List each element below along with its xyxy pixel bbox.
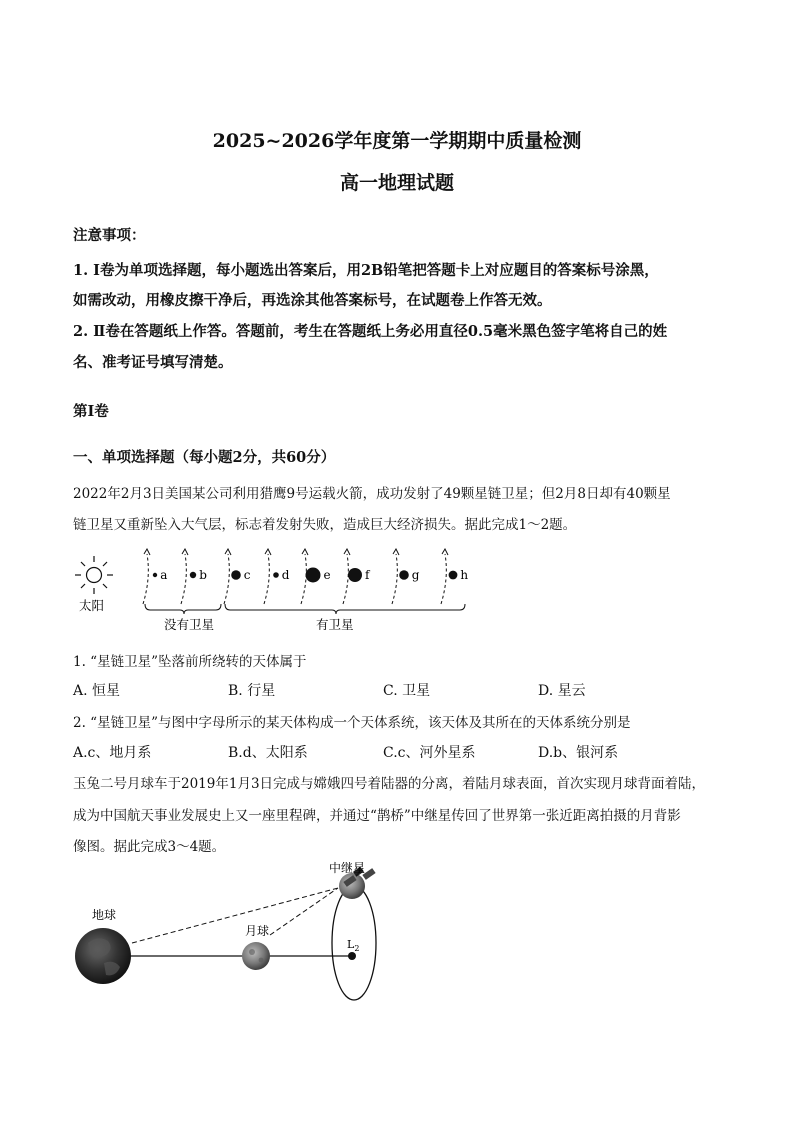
solar-system-figure bbox=[70, 548, 490, 638]
notice-item1-line2: 如需改动，用橡皮擦干净后，再选涂其他答案标号，在试题卷上作答无效。 bbox=[73, 292, 552, 309]
orbit-path bbox=[441, 554, 446, 604]
orbit-path bbox=[143, 554, 148, 604]
sun-icon bbox=[75, 556, 113, 594]
exam-title: 2025~2026学年度第一学期期中质量检测 bbox=[212, 130, 582, 152]
moon-relay-link bbox=[270, 888, 338, 935]
planet-b-label: b bbox=[199, 568, 207, 582]
planet-a-icon bbox=[153, 573, 157, 577]
orbit-path bbox=[264, 554, 269, 604]
earth-relay-link bbox=[132, 888, 338, 943]
passage2-line2: 成为中国航天事业发展史上又一座里程碑，并通过“鹊桥”中继星传回了世界第一张近距离拍摄的月背影 bbox=[73, 808, 681, 824]
planet-e-label: e bbox=[323, 568, 331, 582]
moon-icon bbox=[242, 942, 270, 970]
planet-d-icon bbox=[273, 572, 279, 578]
l2-label: $L_2$ bbox=[347, 938, 360, 953]
moon-label: 月球 bbox=[245, 924, 270, 938]
section-heading: 一、单项选择题（每小题2分，共60分） bbox=[73, 449, 336, 466]
orbit-path bbox=[343, 554, 348, 604]
earth-icon bbox=[75, 928, 131, 984]
brace-has-moon bbox=[225, 604, 465, 614]
notice-item1-line1: 1. Ⅰ卷为单项选择题，每小题选出答案后，用2B铅笔把答题卡上对应题目的答案标号涂黑， bbox=[73, 262, 659, 279]
planet-h-icon bbox=[449, 571, 458, 580]
planets-group bbox=[143, 549, 468, 604]
q2-option-b[interactable]: B.d、太阳系 bbox=[228, 745, 308, 761]
q2-stem: 2. “星链卫星”与图中字母所示的某天体构成一个天体系统，该天体及其所在的天体系统分别是 bbox=[73, 715, 631, 731]
orbit-path bbox=[181, 554, 186, 604]
q1-option-d[interactable]: D. 星云 bbox=[538, 683, 586, 699]
orbit-path bbox=[392, 554, 397, 604]
passage1-line2: 链卫星又重新坠入大气层，标志着发射失败，造成巨大经济损失。据此完成1～2题。 bbox=[73, 517, 577, 533]
notice-heading: 注意事项： bbox=[73, 227, 146, 244]
planet-f bbox=[343, 549, 371, 604]
planet-d-label: d bbox=[281, 568, 290, 582]
q2-option-d[interactable]: D.b、银河系 bbox=[538, 745, 619, 761]
orbit-path bbox=[224, 554, 229, 604]
planet-d bbox=[264, 549, 290, 604]
orbit-path bbox=[301, 554, 306, 604]
sun-label: 太阳 bbox=[79, 598, 105, 613]
q1-stem: 1. “星链卫星”坠落前所绕转的天体属于 bbox=[73, 654, 307, 670]
planet-c bbox=[224, 549, 251, 604]
q2-option-a[interactable]: A.c、地月系 bbox=[73, 745, 152, 761]
earth-moon-relay-figure bbox=[70, 855, 400, 1005]
planet-h-label: h bbox=[460, 568, 469, 582]
exam-subtitle: 高一地理试题 bbox=[339, 172, 454, 194]
planet-g-icon bbox=[399, 570, 409, 580]
l2-point-icon bbox=[348, 952, 356, 960]
passage2-line1: 玉兔二号月球车于2019年1月3日完成与嫦娥四号着陆器的分离，着陆月球表面，首次实现月球背面着陆， bbox=[73, 776, 706, 792]
relay-label: 中继星 bbox=[329, 861, 366, 875]
planet-b bbox=[181, 549, 207, 604]
no-moon-label: 没有卫星 bbox=[164, 617, 215, 632]
planet-g bbox=[392, 549, 420, 604]
planet-e bbox=[301, 549, 331, 604]
planet-e-icon bbox=[306, 568, 321, 583]
q1-option-a[interactable]: A. 恒星 bbox=[73, 683, 121, 699]
planet-c-label: c bbox=[243, 568, 251, 582]
planet-b-icon bbox=[190, 572, 196, 578]
planet-f-label: f bbox=[365, 568, 370, 582]
notice-item2-line2: 名、准考证号填写清楚。 bbox=[73, 354, 233, 371]
has-moon-label: 有卫星 bbox=[316, 617, 354, 632]
q1-option-c[interactable]: C. 卫星 bbox=[383, 683, 431, 699]
notice-item2-line1: 2. Ⅱ卷在答题纸上作答。答题前，考生在答题纸上务必用直径0.5毫米黑色签字笔将自己的姓 bbox=[73, 323, 668, 340]
q2-option-c[interactable]: C.c、河外星系 bbox=[383, 745, 476, 761]
planet-g-label: g bbox=[411, 568, 420, 582]
q1-option-b[interactable]: B. 行星 bbox=[228, 683, 276, 699]
volume-heading: 第Ⅰ卷 bbox=[73, 403, 109, 420]
brace-no-moon bbox=[145, 604, 221, 614]
passage2-line3: 像图。据此完成3～4题。 bbox=[73, 839, 226, 855]
planet-a bbox=[143, 549, 167, 604]
planet-h bbox=[441, 549, 468, 604]
passage1-line1: 2022年2月3日美国某公司利用猎鹰9号运载火箭，成功发射了49颗星链卫星；但2月8日却有40颗星 bbox=[73, 486, 671, 502]
planet-f-icon bbox=[348, 568, 362, 582]
earth-label: 地球 bbox=[92, 908, 117, 922]
planet-a-label: a bbox=[160, 568, 168, 582]
planet-c-icon bbox=[231, 570, 241, 580]
